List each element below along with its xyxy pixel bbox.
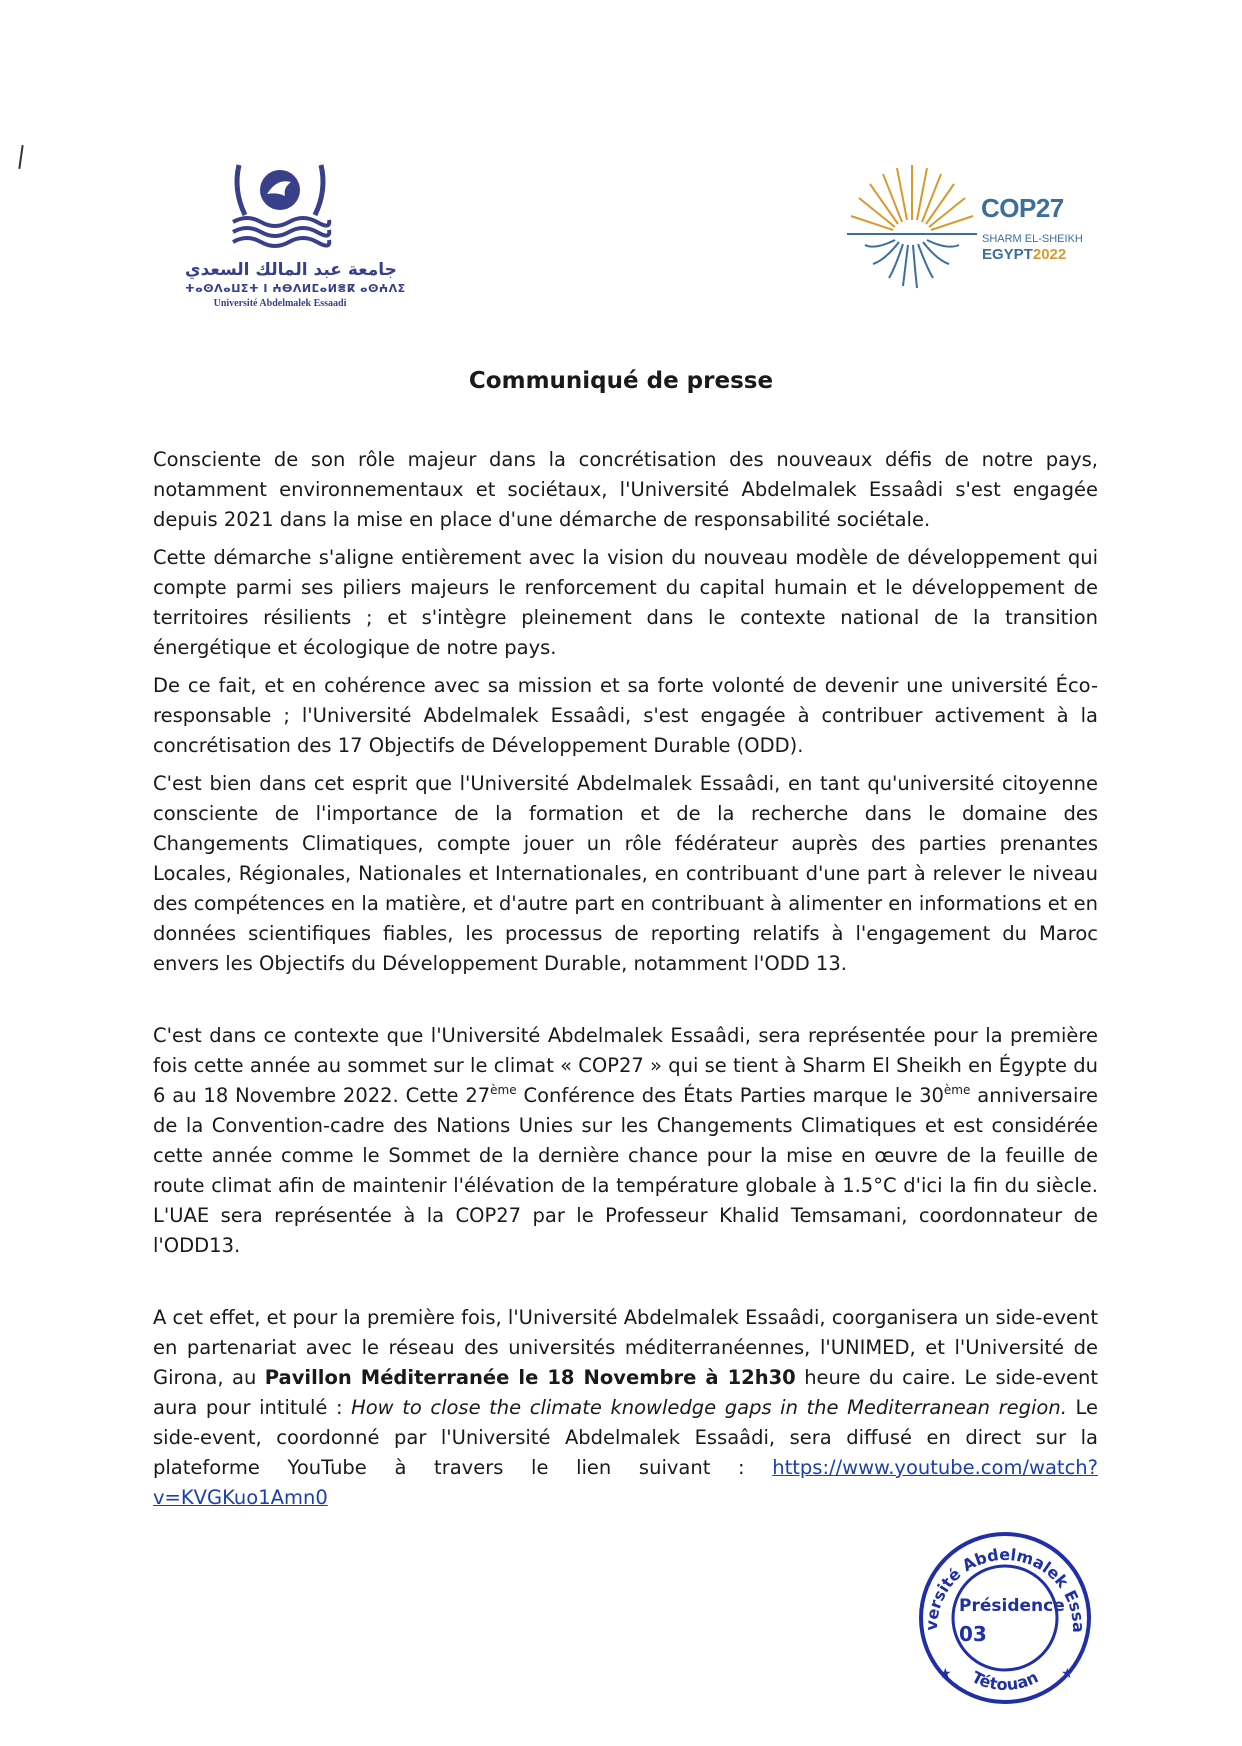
paragraph-6-text-a: A cet effet, et pour la première fois, l'Université Abdelmalek Essaâdi, coorganisera un side-event en partenariat avec le réseau des universités méditerranéennes, l'UNIMED, et l'Université de Girona, au <box>153 1306 1098 1389</box>
cop27-country-year <box>982 246 1066 263</box>
university-name-arabic: جامعة عبد المالك السعدي <box>185 260 397 280</box>
paragraph-2: Cette démarche s'aligne entièrement avec la vision du nouveau modèle de développement qui compte parmi ses piliers majeurs le renforcement du capital humain et le développement de territoires résilients ; et s'intègre pleinement dans le contexte national de la transition énergétique et écologique de notre pays. <box>153 546 1098 659</box>
paragraph-5-text-c: anniversaire de la Convention-cadre des Nations Unies sur les Changements Climatiques et est considérée cette année comme le Sommet de la dernière chance pour la mise en œuvre de la feuille de route climat afin de maintenir l'élévation de la température globale à 1.5°C d'ici la fin du siècle. L'UAE sera représentée à la COP27 par le Professeur Khalid Temsamani, coordonnateur de l'ODD13. <box>153 1084 1098 1257</box>
paragraph-4: C'est bien dans cet esprit que l'Université Abdelmalek Essaâdi, en tant qu'université citoyenne consciente de l'importance de la formation et de la recherche dans le domaine des Changements Climatiques, compte jouer un rôle fédérateur auprès des parties prenantes Locales, Régionales, Nationales et Internationales, en contribuant d'une part à relever le niveau des compétences en la matière, et d'autre part en contribuant à alimenter en informations et en données scientifiques fiables, les processus de reporting relatifs à l'engagement du Maroc envers les Objectifs du Développement Durable, notamment l'ODD 13. <box>153 772 1098 975</box>
university-name-french: Université Abdelmalek Essaadi <box>213 298 347 309</box>
superscript-ordinal: ème <box>490 1083 517 1097</box>
svg-text:Université Abdelmalek Essaâdi <box>915 1528 1088 1633</box>
university-emblem-icon <box>225 160 335 255</box>
stamp-ring-icon <box>915 1528 1095 1708</box>
sun-rays-icon <box>845 160 980 295</box>
stamp-office: Présidence <box>959 1596 1065 1616</box>
event-title: How to close the climate knowledge gaps in the Mediterranean region. <box>351 1396 1067 1419</box>
paragraph-6-text-b: heure du caire. Le side-event aura pour intitulé : <box>153 1366 1098 1419</box>
document-body <box>153 445 1098 1513</box>
paragraph-6-text-c: Le side-event, coordonné par l'Université Abdelmalek Essaâdi, sera diffusé en direct sur la plateforme YouTube à travers le lien suivant : <box>153 1396 1098 1479</box>
paragraph-5-text-a: C'est dans ce contexte que l'Université Abdelmalek Essaâdi, sera représentée pour la première fois cette année au sommet sur le climat « COP27 » qui se tient à Sharm El Sheikh en Égypte du 6 au 18 Novembre 2022. Cette 27 <box>153 1024 1098 1107</box>
paragraph-5-text-b: Conférence des États Parties marque le 30 <box>516 1084 944 1107</box>
svg-text:★: ★ <box>1061 1666 1074 1682</box>
paragraph-1: Consciente de son rôle majeur dans la concrétisation des nouveaux défis de notre pays, notamment environnementaux et sociétaux, l'Université Abdelmalek Essaâdi s'est engagée depuis 2021 dans la mise en place d'une démarche de responsabilité sociétale. <box>153 448 1098 531</box>
stamp-ring-text: versité Abdelmalek Essa <box>921 1544 1089 1633</box>
stamp-city: Tétouan <box>968 1667 1042 1695</box>
official-stamp <box>915 1528 1095 1708</box>
stamp-number: 03 <box>959 1622 987 1646</box>
cop27-year: 2022 <box>1032 246 1067 263</box>
paragraph-6 <box>153 1303 1098 1513</box>
event-location-time: Pavillon Méditerranée le 18 Novembre à 12h30 <box>264 1366 796 1389</box>
cop27-country: EGYPT <box>982 246 1033 263</box>
paragraph-5 <box>153 1021 1098 1261</box>
university-logo <box>185 160 406 320</box>
paragraph-3: De ce fait, et en cohérence avec sa mission et sa forte volonté de devenir une université Éco-responsable ; l'Université Abdelmalek Essaâdi, s'est engagée à contribuer activement à la concrétisation des 17 Objectifs de Développement Durable (ODD). <box>153 674 1098 757</box>
superscript-ordinal: ème <box>943 1083 971 1097</box>
university-name-tifinagh: ⵜⴰⵙⴷⴰⵡⵉⵜ ⵏ ⵄⴱⴷⵍⵎⴰⵍⴻⴽ ⴰⵙⵄⴷⵉ <box>185 282 406 295</box>
svg-text:★: ★ <box>939 1666 952 1682</box>
scan-mark <box>18 145 23 169</box>
cop27-title: COP27 <box>981 193 1064 223</box>
cop27-city: SHARM EL-SHEIKH <box>982 233 1083 245</box>
document-title: Communiqué de presse <box>468 368 774 394</box>
cop27-logo <box>845 160 1095 300</box>
youtube-link[interactable]: https://www.youtube.com/watch?v=KVGKuo1Amn0 <box>153 1456 1098 1509</box>
